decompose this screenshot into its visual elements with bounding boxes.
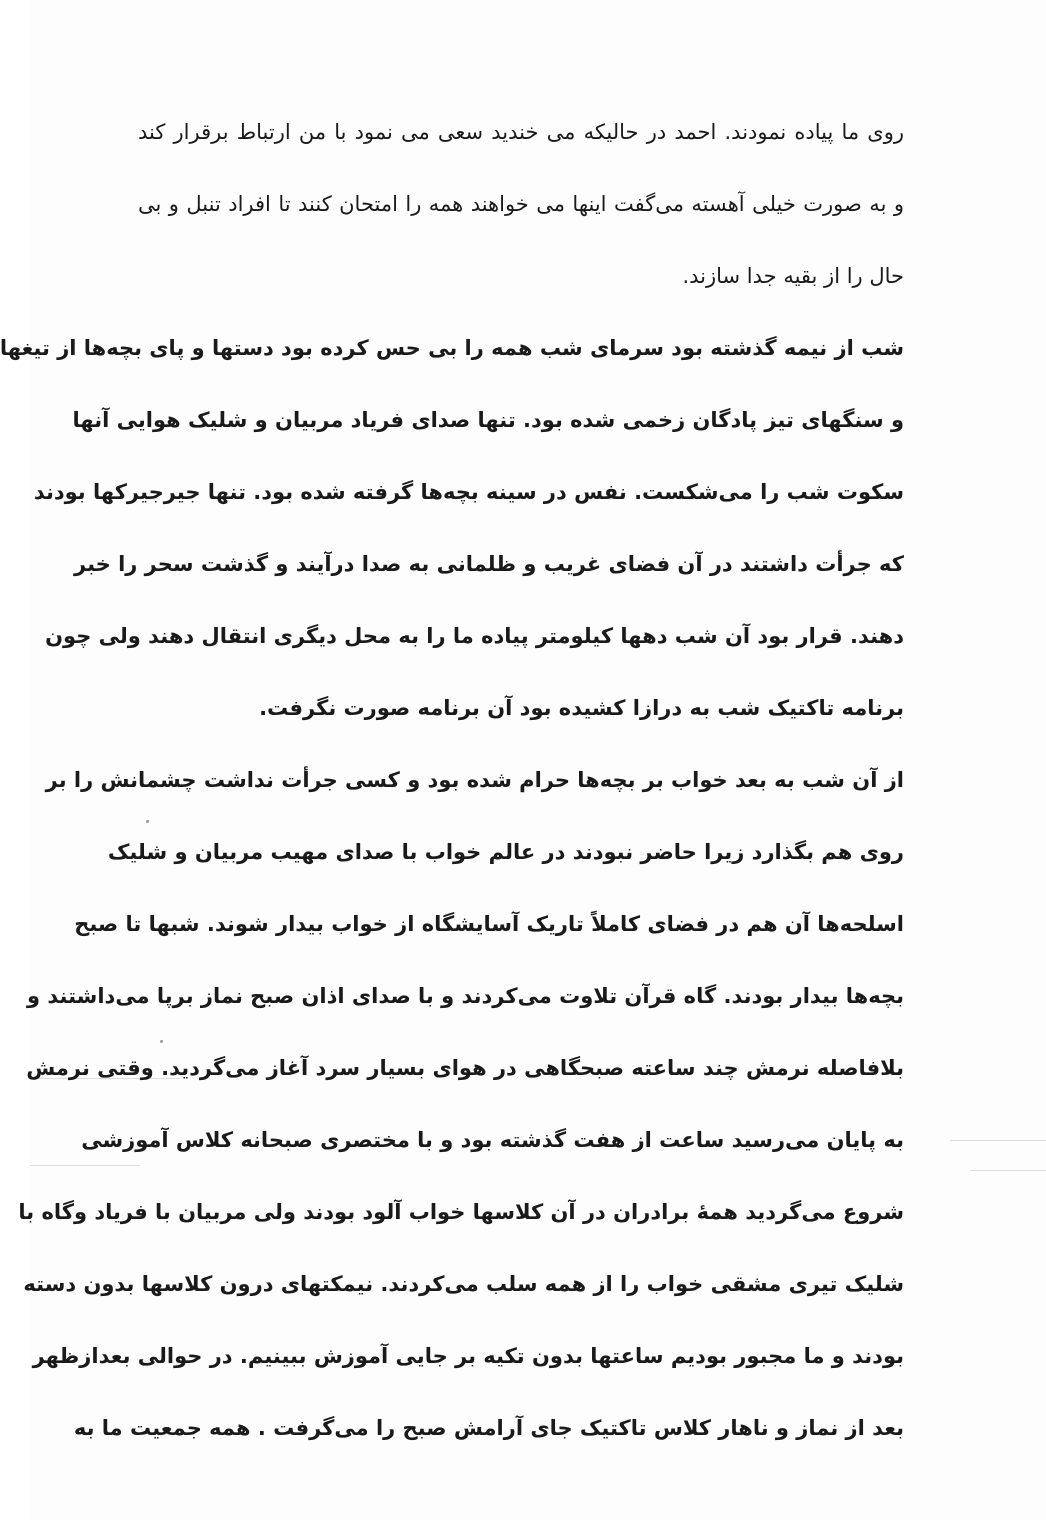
text-line: به پایان می‌رسید ساعت از هفت گذشته بود و با مختصری صبحانه کلاس آموزشی xyxy=(81,1128,904,1152)
text-line: برنامه تاکتیک شب به درازا کشیده بود آن برنامه صورت نگرفت. xyxy=(259,696,904,720)
text-line: حال را از بقیه جدا سازند. xyxy=(682,264,904,288)
text-line: از آن شب به بعد خواب بر بچه‌ها حرام شده بود و کسی جرأت نداشت چشمانش را بر xyxy=(45,768,904,792)
text-line: بچه‌ها بیدار بودند. گاه قرآن تلاوت می‌کردند و با صدای اذان صبح نماز برپا می‌داشتند و xyxy=(27,984,904,1008)
text-line: سکوت شب را می‌شکست. نفس در سینه بچه‌ها گرفته شده بود. تنها جیرجیرکها بودند xyxy=(33,480,904,504)
text-line: بلافاصله نرمش چند ساعته صبحگاهی در هوای بسیار سرد آغاز می‌گردید. وقتی نرمش xyxy=(26,1056,904,1080)
scan-artifact-line xyxy=(970,1170,1046,1171)
text-line: اسلحه‌ها آن هم در فضای کاملاً تاریک آسایشگاه از خواب بیدار شوند. شبها تا صبح xyxy=(74,912,904,936)
text-line: و سنگهای تیز پادگان زخمی شده بود. تنها صدای فریاد مربیان و شلیک هوایی آنها xyxy=(72,408,904,432)
text-line: بودند و ما مجبور بودیم ساعتها بدون تکیه بر جایی آموزش ببینیم. در حوالی بعدازظهر xyxy=(32,1344,904,1368)
text-line: و به صورت خیلی آهسته می‌گفت اینها می خواهند همه را امتحان کنند تا افراد تنبل و بی xyxy=(138,192,904,216)
scan-artifact-line xyxy=(950,1140,1046,1141)
text-line: روی ما پیاده نمودند. احمد در حالیکه می خندید سعی می نمود با من ارتباط برقرار کند xyxy=(138,120,904,144)
text-line: که جرأت داشتند در آن فضای غریب و ظلمانی به صدا درآیند و گذشت سحر را خبر xyxy=(74,552,904,576)
text-line: بعد از نماز و ناهار کلاس تاکتیک جای آرامش صبح را می‌گرفت . همه جمعیت ما به xyxy=(73,1416,904,1440)
text-line: شب از نیمه گذشته بود سرمای شب همه را بی حس کرده بود دستها و پای بچه‌ها از تیغها xyxy=(0,336,904,360)
document-body xyxy=(0,104,904,1472)
text-line: شروع می‌گردید همهٔ برادران در آن کلاسها خواب آلود بودند ولی مربیان با فریاد وگاه با xyxy=(18,1200,904,1224)
text-line: دهند. قرار بود آن شب دهها کیلومتر پیاده ما را به محل دیگری انتقال دهند ولی چون xyxy=(45,624,904,648)
text-line: روی هم بگذارد زیرا حاضر نبودند در عالم خواب با صدای مهیب مربیان و شلیک xyxy=(107,840,904,864)
text-line: شلیک تیری مشقی خواب را از همه سلب می‌کردند. نیمکتهای درون کلاسها بدون دسته xyxy=(23,1272,904,1296)
